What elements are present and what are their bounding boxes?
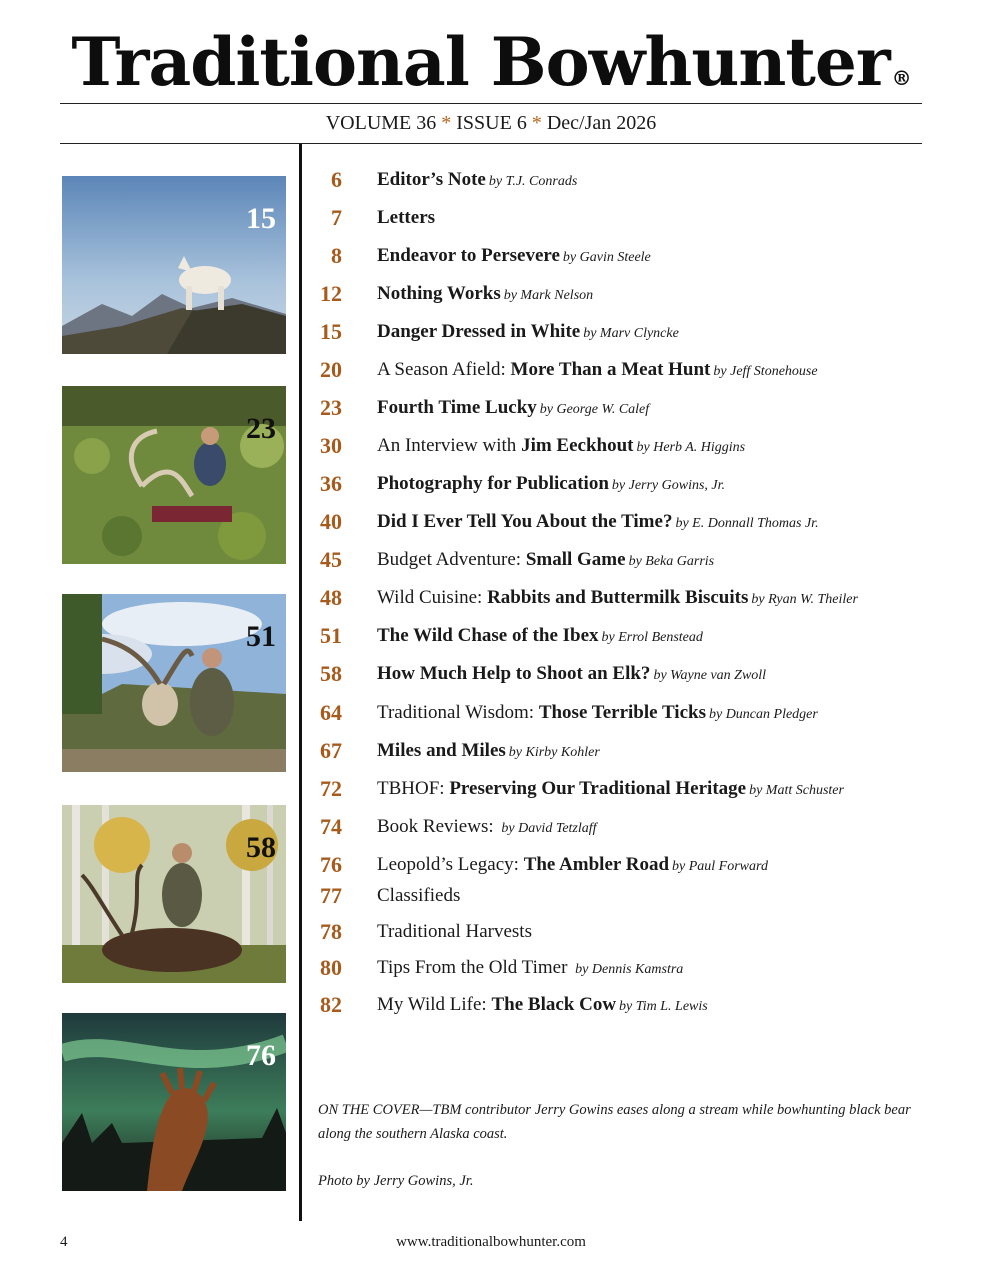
magazine-title: Traditional Bowhunter bbox=[71, 23, 890, 101]
toc-byline: by Beka Garris bbox=[628, 554, 715, 569]
thumbnail-page-number: 15 bbox=[246, 202, 276, 235]
toc-byline: by George W. Calef bbox=[539, 402, 650, 417]
toc-byline: by Herb A. Higgins bbox=[636, 440, 746, 455]
toc-title: Editor’s Note bbox=[377, 169, 486, 190]
toc-byline: by Ryan W. Theiler bbox=[751, 592, 858, 607]
toc-byline: by Gavin Steele bbox=[562, 250, 651, 265]
separator-star: * bbox=[531, 112, 542, 134]
toc-page-number: 51 bbox=[320, 623, 342, 648]
toc-title: Miles and Miles bbox=[377, 740, 506, 761]
thumbnail-page-number: 58 bbox=[246, 831, 276, 864]
toc-title: How Much Help to Shoot an Elk? bbox=[377, 663, 651, 684]
toc-page-number: 6 bbox=[331, 167, 342, 192]
header-bottom-rule bbox=[60, 143, 922, 144]
toc-byline: by Errol Benstead bbox=[601, 630, 703, 645]
toc-page-number: 58 bbox=[320, 661, 342, 686]
volume-label: VOLUME 36 bbox=[325, 112, 437, 134]
toc-byline: by Matt Schuster bbox=[749, 783, 844, 798]
toc-prefix: Tips From the Old Timer bbox=[377, 957, 573, 978]
toc-title: Endeavor to Persevere bbox=[377, 245, 560, 266]
toc-title: Danger Dressed in White bbox=[377, 321, 581, 342]
toc-byline: by Duncan Pledger bbox=[708, 707, 818, 722]
toc-byline: by E. Donnall Thomas Jr. bbox=[675, 516, 819, 531]
registered-mark: ® bbox=[891, 66, 911, 90]
toc-byline: by Marv Clyncke bbox=[583, 326, 679, 341]
toc-prefix: Book Reviews: bbox=[377, 816, 499, 837]
toc-page-number: 12 bbox=[320, 281, 342, 306]
toc-page-number: 82 bbox=[320, 992, 342, 1017]
toc-title: Letters bbox=[377, 207, 436, 228]
toc-prefix: A Season Afield: bbox=[377, 359, 511, 380]
toc-byline: by Jeff Stonehouse bbox=[713, 364, 818, 379]
thumbnail-moose-antler[interactable] bbox=[62, 1013, 286, 1191]
toc-prefix: Leopold’s Legacy: bbox=[377, 854, 524, 875]
thumbnail-page-number: 51 bbox=[246, 620, 276, 653]
toc-byline: by Mark Nelson bbox=[503, 288, 594, 303]
photo-credit: Photo by Jerry Gowins, Jr. bbox=[318, 1173, 474, 1189]
toc-byline: by T.J. Conrads bbox=[488, 174, 578, 189]
toc-page-number: 80 bbox=[320, 955, 342, 980]
toc-title: The Ambler Road bbox=[523, 854, 670, 875]
toc-page-number: 23 bbox=[320, 395, 342, 420]
toc-prefix: My Wild Life: bbox=[377, 994, 492, 1015]
toc-byline: by Jerry Gowins, Jr. bbox=[611, 478, 726, 493]
toc-title: Did I Ever Tell You About the Time? bbox=[377, 511, 673, 532]
masthead-rule bbox=[60, 103, 922, 104]
toc-title: The Black Cow bbox=[491, 994, 617, 1015]
toc-page-number: 64 bbox=[320, 700, 342, 725]
cover-caption: ON THE COVER—TBM contributor Jerry Gowins eases along a stream while bowhunting black bear along the southern Alaska coast. bbox=[318, 1102, 911, 1142]
page-number: 4 bbox=[60, 1234, 68, 1250]
thumbnail-page-number: 76 bbox=[246, 1039, 276, 1072]
thumbnail-caribou-hunter[interactable] bbox=[62, 386, 286, 564]
toc-page-number: 48 bbox=[320, 585, 342, 610]
toc-prefix: TBHOF: bbox=[377, 778, 450, 799]
issue-line bbox=[0, 110, 982, 136]
toc-page-number: 36 bbox=[320, 471, 342, 496]
toc-byline: by David Tetzlaff bbox=[501, 821, 597, 836]
separator-star: * bbox=[441, 112, 452, 134]
toc-title: The Wild Chase of the Ibex bbox=[377, 625, 599, 646]
toc-title: Those Terrible Ticks bbox=[538, 702, 706, 723]
toc-prefix: Wild Cuisine: bbox=[377, 587, 488, 608]
toc-page-number: 45 bbox=[320, 547, 342, 572]
toc-page-number: 74 bbox=[320, 814, 342, 839]
toc-title: Jim Eeckhout bbox=[521, 435, 634, 456]
toc-byline: by Kirby Kohler bbox=[508, 745, 600, 760]
issue-label: ISSUE 6 bbox=[456, 112, 527, 134]
toc-prefix: Traditional Wisdom: bbox=[377, 702, 539, 723]
thumbnail-mountain-goat[interactable] bbox=[62, 176, 286, 354]
toc-page-number: 7 bbox=[331, 205, 342, 230]
toc-title: Photography for Publication bbox=[377, 473, 609, 494]
toc-byline: by Paul Forward bbox=[672, 859, 768, 874]
toc-title: Rabbits and Buttermilk Biscuits bbox=[487, 587, 749, 608]
toc-page-number: 8 bbox=[331, 243, 342, 268]
toc-page-number: 40 bbox=[320, 509, 342, 534]
toc-prefix: Budget Adventure: bbox=[377, 549, 526, 570]
toc-title: More Than a Meat Hunt bbox=[510, 359, 711, 380]
toc-page-number: 76 bbox=[320, 852, 342, 877]
toc-page-number: 20 bbox=[320, 357, 342, 382]
toc-page-number: 77 bbox=[320, 883, 342, 908]
website-url[interactable]: www.traditionalbowhunter.com bbox=[396, 1234, 586, 1250]
toc-title: Fourth Time Lucky bbox=[377, 397, 537, 418]
toc-page-number: 15 bbox=[320, 319, 342, 344]
toc-byline: by Wayne van Zwoll bbox=[653, 668, 767, 683]
issue-date: Dec/Jan 2026 bbox=[546, 112, 657, 134]
toc-title: Preserving Our Traditional Heritage bbox=[449, 778, 747, 799]
thumbnail-ibex-hunter[interactable] bbox=[62, 594, 286, 772]
toc-prefix: Traditional Harvests bbox=[377, 921, 532, 942]
toc-page-number: 67 bbox=[320, 738, 342, 763]
toc-page-number: 78 bbox=[320, 919, 342, 944]
thumbnail-elk-hunter[interactable] bbox=[62, 805, 286, 983]
toc-title: Nothing Works bbox=[377, 283, 501, 304]
toc-title: Small Game bbox=[525, 549, 626, 570]
toc-page-number: 72 bbox=[320, 776, 342, 801]
toc-prefix: Classifieds bbox=[377, 885, 461, 906]
toc-byline: by Tim L. Lewis bbox=[619, 999, 708, 1014]
toc-byline: by Dennis Kamstra bbox=[575, 962, 684, 977]
thumbnail-page-number: 23 bbox=[246, 412, 276, 445]
column-divider bbox=[299, 144, 302, 1221]
toc-page-number: 30 bbox=[320, 433, 342, 458]
toc-prefix: An Interview with bbox=[377, 435, 522, 456]
